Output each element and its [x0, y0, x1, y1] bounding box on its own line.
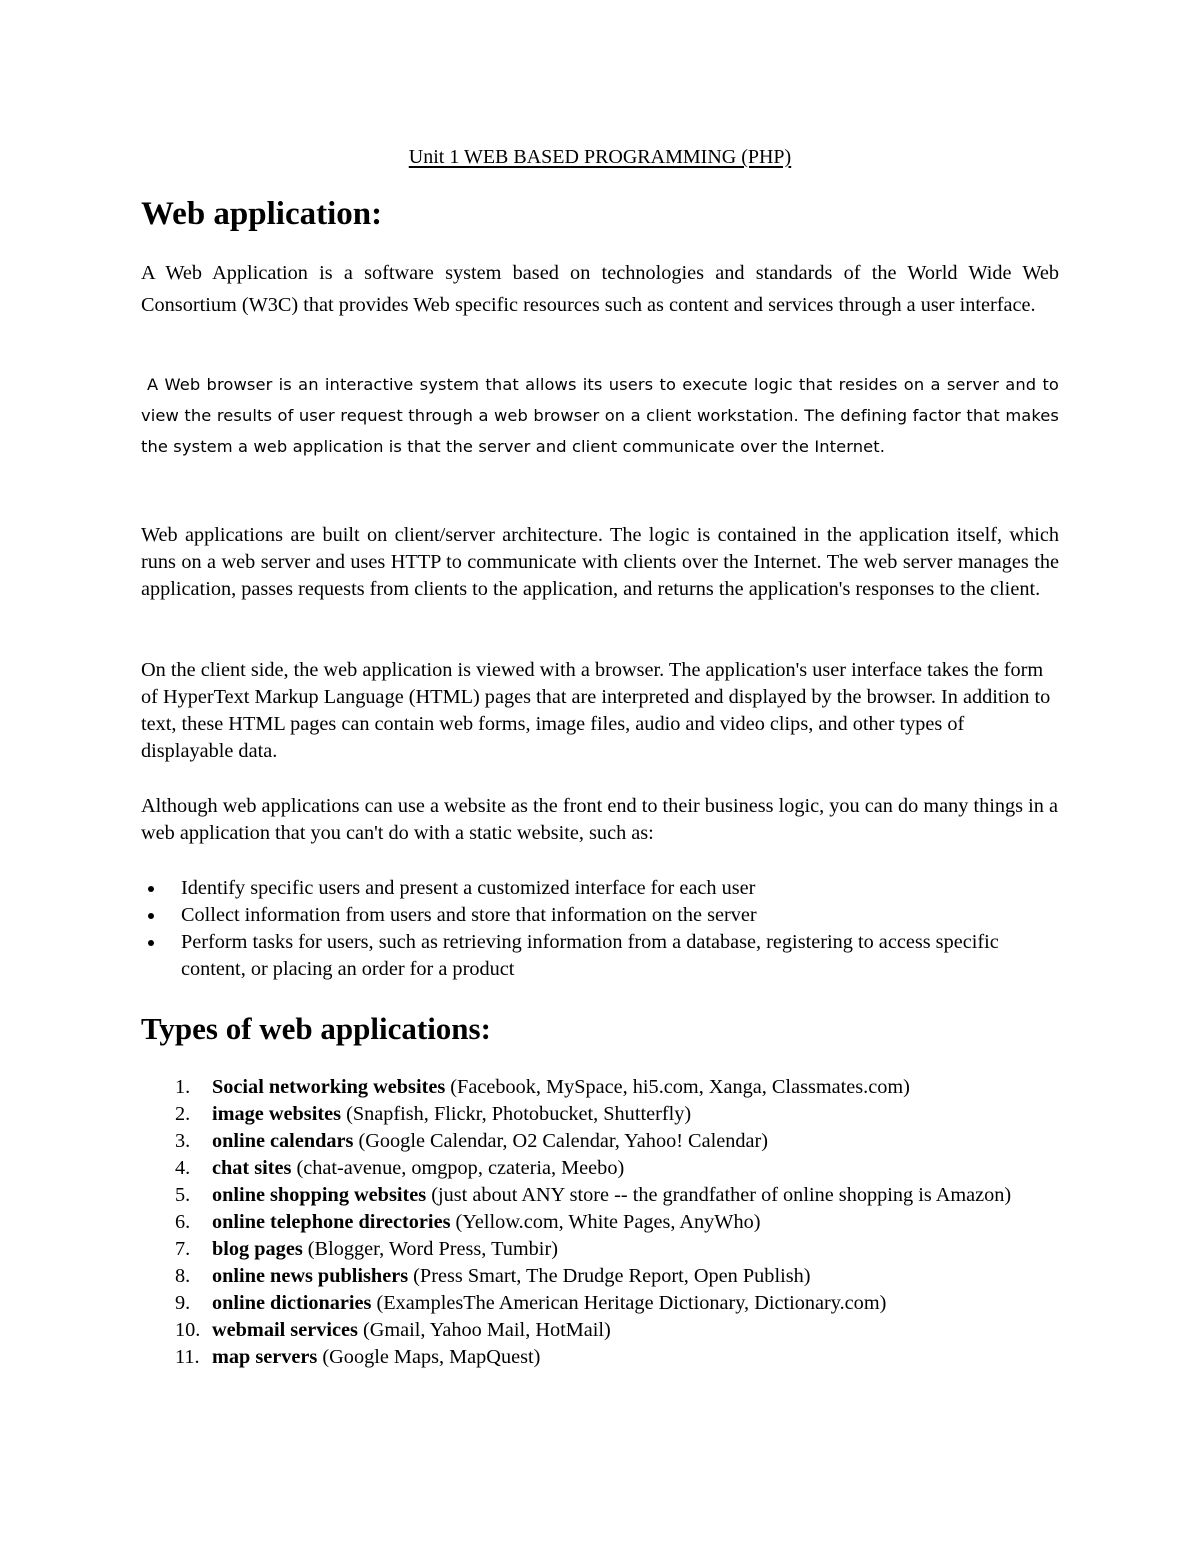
list-item: Perform tasks for users, such as retrieving information from a database, registering to access specific content, or placing an order for a product — [141, 929, 1059, 983]
bullet-icon — [148, 913, 154, 919]
capabilities-list — [141, 875, 1059, 983]
paragraph-capabilities: Although web applications can use a website as the front end to their business logic, you can do many things in a web application that you can't do with a static website, such as: — [141, 795, 1058, 844]
list-item: Identify specific users and present a customized interface for each user — [141, 875, 1059, 902]
list-item: 9. online dictionaries (ExamplesThe American Heritage Dictionary, Dictionary.com) — [175, 1292, 887, 1314]
unit-title: Unit 1 WEB BASED PROGRAMMING (PHP) — [408, 146, 792, 168]
bullet-icon — [148, 940, 154, 946]
list-item: 7. blog pages (Blogger, Word Press, Tumbir) — [175, 1238, 558, 1260]
list-item: 4. chat sites (chat-avenue, omgpop, czateria, Meebo) — [175, 1157, 625, 1179]
list-item: 1. Social networking websites (Facebook, MySpace, hi5.com, Xanga, Classmates.com) — [175, 1076, 910, 1098]
heading-types: Types of web applications: — [141, 1011, 491, 1046]
paragraph-client-server: Web applications are built on client/server architecture. The logic is contained in the application itself, which runs on a web server and uses HTTP to communicate with clients over the Internet. The web server manages the application, passes requests from clients to the application, and returns the application's responses to the client. — [141, 524, 1059, 600]
list-item: 6. online telephone directories (Yellow.com, White Pages, AnyWho) — [175, 1211, 761, 1233]
list-item: 5. online shopping websites (just about ANY store -- the grandfather of online shopping is Amazon) — [175, 1184, 1012, 1206]
list-item: 3. online calendars (Google Calendar, O2 Calendar, Yahoo! Calendar) — [175, 1130, 769, 1152]
list-item: 8. online news publishers (Press Smart, The Drudge Report, Open Publish) — [175, 1265, 811, 1287]
types-list — [141, 1074, 1059, 1371]
paragraph-client-side: On the client side, the web application is viewed with a browser. The application's user interface takes the form of HyperText Markup Language (HTML) pages that are interpreted and displayed by the browser. In addition to text, these HTML pages can contain web forms, image files, audio and video clips, and other types of displayable data. — [141, 659, 1051, 762]
heading-web-application: Web application: — [141, 196, 383, 232]
bullet-icon — [148, 886, 154, 892]
paragraph-web-browser: A Web browser is an interactive system that allows its users to execute logic that resides on a server and to view the results of user request through a web browser on a client workstation. The defining factor that makes the system a web application is that the server and client communicate over the Internet. — [141, 375, 1059, 456]
paragraph-definition: A Web Application is a software system based on technologies and standards of the World Wide Web Consortium (W3C) that provides Web specific resources such as content and services through a user interface. — [141, 262, 1059, 316]
list-item: 2. image websites (Snapfish, Flickr, Photobucket, Shutterfly) — [175, 1103, 692, 1125]
list-item: 10. webmail services (Gmail, Yahoo Mail, HotMail) — [175, 1319, 611, 1341]
list-item: 11. map servers (Google Maps, MapQuest) — [175, 1346, 541, 1368]
list-item: Collect information from users and store that information on the server — [141, 902, 1059, 929]
